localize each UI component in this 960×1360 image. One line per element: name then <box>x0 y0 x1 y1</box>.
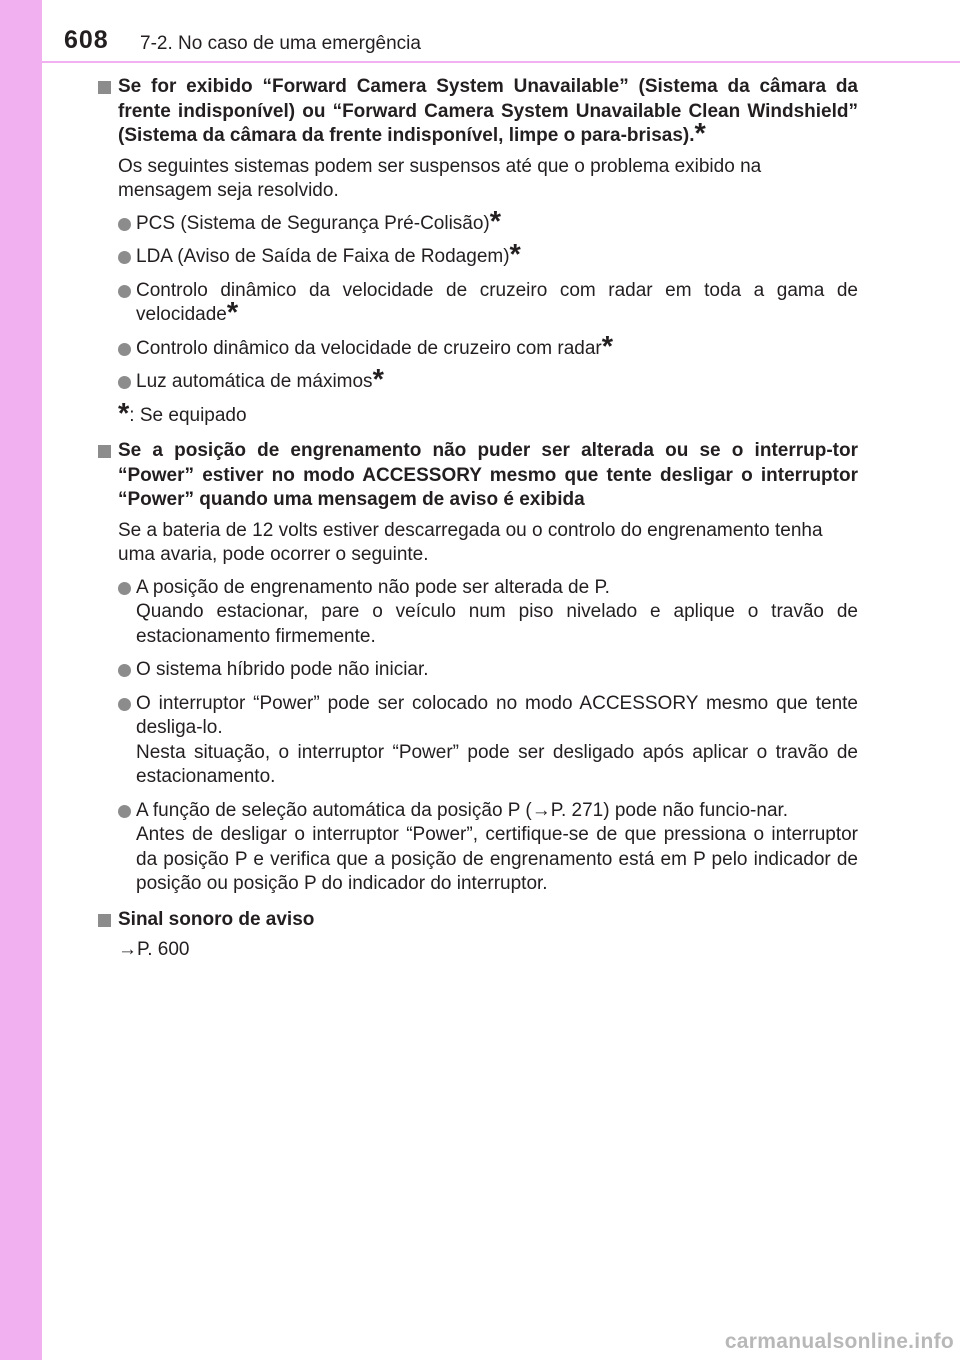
list-item <box>98 239 858 271</box>
list-item <box>98 330 858 363</box>
round-bullet-icon <box>118 376 131 389</box>
side-color-strip <box>0 0 42 1360</box>
watermark: carmanualsonline.info <box>724 1330 954 1353</box>
round-bullet-icon <box>118 664 131 677</box>
round-bullet-icon <box>118 343 131 356</box>
round-bullet-icon <box>118 698 131 711</box>
asterisk-mark: * <box>118 397 130 430</box>
list-item <box>98 279 858 328</box>
asterisk-mark: * <box>372 364 384 396</box>
section-heading <box>98 439 858 513</box>
round-bullet-icon <box>118 582 131 595</box>
list-item-text: Controlo dinâmico da velocidade de cruzeiro com radar em toda a gama de velocidade <box>136 279 858 325</box>
section-paragraph: Se a bateria de 12 volts estiver descarregada ou o controlo do engrenamento tenha uma avaria, pode ocorrer o seguinte. <box>118 519 823 565</box>
list-item-text: A função de seleção automática da posição P (→P. 271) pode não funcio-nar. <box>136 799 789 821</box>
round-bullet-icon <box>118 805 131 818</box>
round-bullet-icon <box>118 285 131 298</box>
section-heading <box>98 908 858 933</box>
section-heading-text: Se for exibido “Forward Camera System Unavailable” (Sistema da câmara da frente indisponível) ou “Forward Camera System Unavailable Clean Windshield” (Sistema da câmara da frente indisponível, limpe o para-brisas). <box>118 76 858 146</box>
list-item-text: O interruptor “Power” pode ser colocado no modo ACCESSORY mesmo que tente desliga-lo. <box>136 692 858 738</box>
page-header <box>0 0 960 62</box>
list-item-text: Luz automática de máximos <box>136 371 373 392</box>
section-forward-camera <box>98 75 858 428</box>
page-reference: →P. 600 <box>118 939 190 960</box>
round-bullet-icon <box>118 251 131 264</box>
square-bullet-icon <box>98 445 111 458</box>
list-item <box>98 576 858 650</box>
asterisk-mark: * <box>509 239 521 271</box>
list-item-text: A posição de engrenamento não pode ser alterada de P. <box>136 576 610 598</box>
list-item-text: LDA (Aviso de Saída de Faixa de Rodagem) <box>136 246 510 267</box>
bullet-list <box>98 205 858 396</box>
footnote-text: : Se equipado <box>129 404 247 426</box>
asterisk-mark: * <box>226 297 239 329</box>
list-item <box>98 364 858 396</box>
list-item-text: O sistema híbrido pode não iniciar. <box>136 659 429 680</box>
list-item <box>98 799 858 897</box>
square-bullet-icon <box>98 81 111 94</box>
footnote <box>98 397 858 430</box>
asterisk-mark: * <box>694 118 706 150</box>
page-content <box>98 75 858 974</box>
list-item-text: PCS (Sistema de Segurança Pré-Colisão) <box>136 212 490 234</box>
asterisk-mark: * <box>489 205 502 238</box>
square-bullet-icon <box>98 914 111 927</box>
header-divider <box>42 61 960 63</box>
list-item <box>98 205 858 238</box>
section-heading-text: Se a posição de engrenamento não puder ser alterada ou se o interrup-tor “Power” estiver no modo ACCESSORY mesmo que tente desligar o interruptor “Power” quando uma mensagem de aviso é exibida <box>118 440 858 510</box>
list-item-subtext: Antes de desligar o interruptor “Power”, certifique-se de que pressiona o interruptor da posição P e verifica que a posição de engrenamento está em P pelo indicador de posição ou posição P do indicador do interruptor. <box>136 824 858 894</box>
list-item <box>98 692 858 790</box>
section-warning-buzzer <box>98 908 858 963</box>
section-shift-position <box>98 439 858 897</box>
list-item-subtext: Nesta situação, o interruptor “Power” pode ser desligado após aplicar o travão de estacionamento. <box>136 741 858 787</box>
list-item <box>98 658 858 683</box>
round-bullet-icon <box>118 218 131 231</box>
bullet-list <box>98 576 858 897</box>
asterisk-mark: * <box>601 330 614 363</box>
list-item-subtext: Quando estacionar, pare o veículo num piso nivelado e aplique o travão de estacionamento firmemente. <box>136 601 858 647</box>
page-number: 608 <box>64 26 109 54</box>
list-item-text: Controlo dinâmico da velocidade de cruzeiro com radar <box>136 337 602 359</box>
chapter-title: 7-2. No caso de uma emergência <box>140 33 421 54</box>
section-paragraph: Os seguintes sistemas podem ser suspensos até que o problema exibido na mensagem seja resolvido. <box>118 155 762 201</box>
section-heading <box>98 75 858 149</box>
section-heading-text: Sinal sonoro de aviso <box>118 908 315 930</box>
